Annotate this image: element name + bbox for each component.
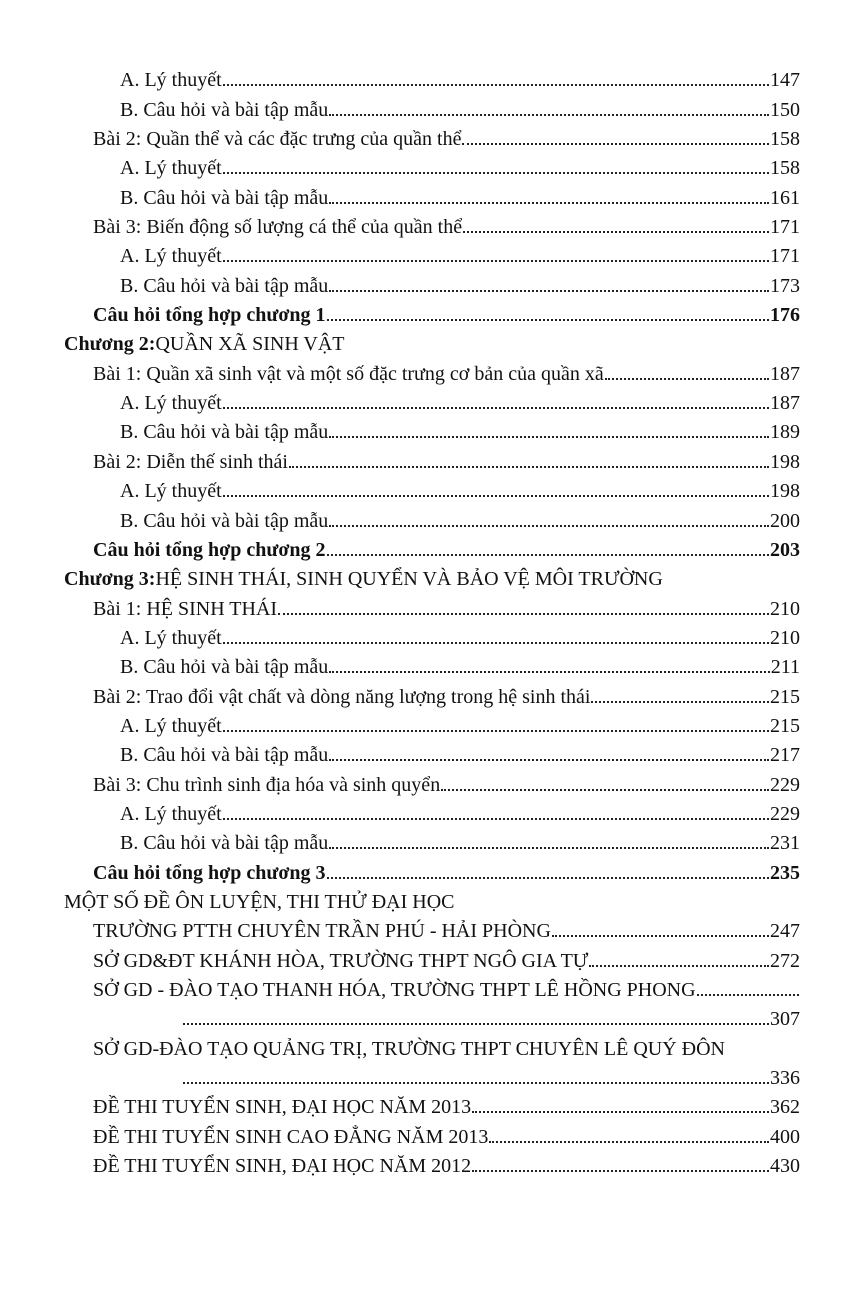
toc-entry[interactable] bbox=[0, 355, 866, 384]
toc-entry[interactable] bbox=[0, 708, 866, 737]
page-number: 215 bbox=[770, 685, 800, 708]
page-number: 247 bbox=[770, 920, 800, 943]
toc-entry-title: B. Câu hỏi và bài tập mẫu bbox=[120, 274, 329, 297]
page-number: 229 bbox=[770, 773, 800, 796]
toc-entry[interactable] bbox=[0, 502, 866, 531]
page-number: 210 bbox=[770, 597, 800, 620]
page-number: 215 bbox=[770, 714, 800, 737]
toc-entry-title: Câu hỏi tổng hợp chương 2 bbox=[93, 538, 326, 561]
leader-dots bbox=[329, 290, 769, 292]
toc-entry[interactable] bbox=[0, 1148, 866, 1177]
toc-entry-title: A. Lý thuyết bbox=[120, 69, 222, 92]
toc-entry-title: Bài 2: Quần thể và các đặc trưng của quần thể bbox=[93, 128, 462, 151]
toc-entry-title: Bài 2: Diễn thế sinh thái bbox=[93, 450, 288, 473]
page-number: 217 bbox=[770, 744, 800, 767]
toc-entry[interactable] bbox=[0, 942, 866, 971]
toc-entry-continuation[interactable] bbox=[0, 1060, 866, 1089]
page-number: 231 bbox=[770, 832, 800, 855]
toc-entry[interactable] bbox=[0, 913, 866, 942]
leader-dots bbox=[463, 231, 769, 233]
page-number: 187 bbox=[770, 362, 800, 385]
toc-entry[interactable] bbox=[0, 884, 866, 913]
toc-entry-title: ĐỀ THI TUYỂN SINH, ĐẠI HỌC NĂM 2012 bbox=[93, 1155, 472, 1178]
toc-entry[interactable] bbox=[0, 1089, 866, 1118]
page-number: 211 bbox=[770, 656, 800, 679]
leader-dots bbox=[589, 965, 769, 967]
toc-entry-title: Bài 1: HỆ SINH THÁI bbox=[93, 597, 278, 620]
page-number: 171 bbox=[770, 245, 800, 268]
toc-entry[interactable] bbox=[0, 238, 866, 267]
page-number: 189 bbox=[770, 421, 800, 444]
toc-entry-title: B. Câu hỏi và bài tập mẫu bbox=[120, 832, 329, 855]
toc-entry-title: A. Lý thuyết bbox=[120, 802, 222, 825]
toc-entry[interactable] bbox=[0, 825, 866, 854]
page-number: 362 bbox=[770, 1096, 800, 1119]
toc-entry[interactable] bbox=[0, 121, 866, 150]
toc-entry[interactable] bbox=[0, 326, 866, 355]
toc-entry-title: B. Câu hỏi và bài tập mẫu bbox=[120, 98, 329, 121]
toc-entry[interactable] bbox=[0, 209, 866, 238]
chapter-number: Chương 3: bbox=[64, 568, 156, 591]
leader-dots bbox=[289, 466, 769, 468]
toc-entry[interactable] bbox=[0, 414, 866, 443]
toc-entry-title: QUẦN XÃ SINH VẬT bbox=[155, 333, 345, 356]
toc-entry-title: MỘT SỐ ĐỀ ÔN LUYỆN, THI THỬ ĐẠI HỌC bbox=[64, 890, 455, 913]
page-number: 173 bbox=[770, 274, 800, 297]
toc-entry-title: A. Lý thuyết bbox=[120, 480, 222, 503]
toc-entry-title: B. Câu hỏi và bài tập mẫu bbox=[120, 186, 329, 209]
leader-dots bbox=[462, 143, 769, 145]
toc-entry-title: A. Lý thuyết bbox=[120, 392, 222, 415]
toc-entry-title: SỞ GD - ĐÀO TẠO THANH HÓA, TRƯỜNG THPT LÊ HỒNG PHONG bbox=[93, 979, 696, 1001]
toc-entry-title: B. Câu hỏi và bài tập mẫu bbox=[120, 656, 329, 679]
toc-entry-title: A. Lý thuyết bbox=[120, 245, 222, 268]
page-number: 150 bbox=[770, 98, 800, 121]
toc-entry-title: ĐỀ THI TUYỂN SINH, ĐẠI HỌC NĂM 2013 bbox=[93, 1096, 472, 1119]
leader-dots bbox=[329, 525, 769, 527]
toc-entry[interactable] bbox=[0, 297, 866, 326]
leader-dots bbox=[329, 436, 769, 438]
toc-entry[interactable] bbox=[0, 91, 866, 120]
toc-entry-title: A. Lý thuyết bbox=[120, 626, 222, 649]
page-number: 235 bbox=[770, 861, 800, 884]
leader-dots bbox=[329, 847, 769, 849]
toc-entry-title: SỞ GD-ĐÀO TẠO QUẢNG TRỊ, TRƯỜNG THPT CHUYÊN LÊ QUÝ ĐÔN bbox=[93, 1037, 726, 1060]
page-number: 272 bbox=[770, 949, 800, 972]
leader-dots bbox=[223, 407, 769, 409]
toc-entry[interactable] bbox=[0, 1030, 866, 1059]
leader-dots bbox=[329, 114, 769, 116]
toc-entry[interactable] bbox=[0, 443, 866, 472]
toc-entry[interactable] bbox=[0, 620, 866, 649]
leader-dots bbox=[697, 994, 799, 996]
toc-entry[interactable] bbox=[0, 766, 866, 795]
toc-entry-title: Câu hỏi tổng hợp chương 3 bbox=[93, 861, 326, 884]
page-number: 158 bbox=[770, 157, 800, 180]
leader-dots bbox=[223, 260, 769, 262]
page-number: 229 bbox=[770, 802, 800, 825]
leader-dots bbox=[223, 818, 769, 820]
page-number: 147 bbox=[770, 69, 800, 92]
toc-entry[interactable] bbox=[0, 385, 866, 414]
toc-entry[interactable] bbox=[0, 649, 866, 678]
leader-dots bbox=[223, 84, 769, 86]
page-number: 187 bbox=[770, 392, 800, 415]
page-number: 171 bbox=[770, 216, 800, 239]
leader-dots bbox=[327, 554, 769, 556]
toc-entry[interactable] bbox=[0, 473, 866, 502]
toc-entry[interactable] bbox=[0, 179, 866, 208]
leader-dots bbox=[472, 1170, 769, 1172]
page-number: 210 bbox=[770, 626, 800, 649]
leader-dots bbox=[605, 378, 769, 380]
toc-entry-title: ĐỀ THI TUYỂN SINH CAO ĐẲNG NĂM 2013 bbox=[93, 1125, 489, 1148]
page-number: 307 bbox=[770, 1008, 800, 1031]
toc-entry[interactable] bbox=[0, 796, 866, 825]
toc-entry-title: SỞ GD&ĐT KHÁNH HÒA, TRƯỜNG THPT NGÔ GIA TỰ bbox=[93, 949, 589, 972]
toc-entry-continuation[interactable] bbox=[0, 1001, 866, 1030]
toc-entry[interactable] bbox=[0, 532, 866, 561]
leader-dots bbox=[183, 1023, 769, 1025]
chapter-number: Chương 2: bbox=[64, 333, 156, 356]
leader-dots bbox=[223, 172, 769, 174]
table-of-contents bbox=[0, 62, 866, 1177]
toc-entry[interactable] bbox=[0, 150, 866, 179]
toc-entry-title: Câu hỏi tổng hợp chương 1 bbox=[93, 304, 326, 327]
page-number: 198 bbox=[770, 450, 800, 473]
page-number: 198 bbox=[770, 480, 800, 503]
toc-entry-title: A. Lý thuyết bbox=[120, 714, 222, 737]
leader-dots bbox=[441, 789, 769, 791]
toc-entry-title: B. Câu hỏi và bài tập mẫu bbox=[120, 509, 329, 532]
toc-entry-title: TRƯỜNG PTTH CHUYÊN TRẦN PHÚ - HẢI PHÒNG bbox=[93, 920, 551, 943]
toc-entry-title: A. Lý thuyết bbox=[120, 157, 222, 180]
leader-dots bbox=[223, 642, 769, 644]
page-number: 200 bbox=[770, 509, 800, 532]
page-number: 430 bbox=[770, 1155, 800, 1178]
toc-entry[interactable] bbox=[0, 737, 866, 766]
leader-dots bbox=[552, 935, 769, 937]
leader-dots bbox=[329, 759, 769, 761]
leader-dots bbox=[223, 730, 769, 732]
toc-entry-title: HỆ SINH THÁI, SINH QUYỂN VÀ BẢO VỆ MÔI TRƯỜNG bbox=[155, 568, 663, 591]
page-number: 203 bbox=[770, 538, 800, 561]
toc-entry[interactable] bbox=[0, 972, 866, 1001]
page-number: 176 bbox=[770, 304, 800, 327]
toc-entry[interactable] bbox=[0, 561, 866, 590]
page-number: 161 bbox=[770, 186, 800, 209]
page-number: 400 bbox=[770, 1125, 800, 1148]
leader-dots bbox=[591, 701, 769, 703]
leader-dots bbox=[278, 613, 769, 615]
toc-entry-title: Bài 3: Biến động số lượng cá thể của quần thể bbox=[93, 216, 463, 239]
toc-entry-title: B. Câu hỏi và bài tập mẫu bbox=[120, 421, 329, 444]
leader-dots bbox=[327, 319, 769, 321]
toc-entry[interactable] bbox=[0, 590, 866, 619]
toc-entry[interactable] bbox=[0, 854, 866, 883]
page-number: 158 bbox=[770, 128, 800, 151]
toc-entry[interactable] bbox=[0, 267, 866, 296]
leader-dots bbox=[329, 202, 769, 204]
leader-dots bbox=[327, 877, 769, 879]
leader-dots bbox=[329, 671, 769, 673]
leader-dots bbox=[489, 1141, 769, 1143]
toc-entry-title: B. Câu hỏi và bài tập mẫu bbox=[120, 744, 329, 767]
toc-entry[interactable] bbox=[0, 1118, 866, 1147]
toc-entry[interactable] bbox=[0, 678, 866, 707]
toc-entry[interactable] bbox=[0, 62, 866, 91]
toc-entry-title: Bài 2: Trao đổi vật chất và dòng năng lượng trong hệ sinh thái bbox=[93, 685, 591, 708]
toc-entry-title: Bài 1: Quần xã sinh vật và một số đặc trưng cơ bản của quần xã bbox=[93, 362, 604, 385]
page-number: 336 bbox=[770, 1067, 800, 1090]
leader-dots bbox=[223, 495, 769, 497]
leader-dots bbox=[183, 1082, 769, 1084]
leader-dots bbox=[472, 1111, 769, 1113]
toc-entry-title: Bài 3: Chu trình sinh địa hóa và sinh quyển bbox=[93, 773, 441, 796]
